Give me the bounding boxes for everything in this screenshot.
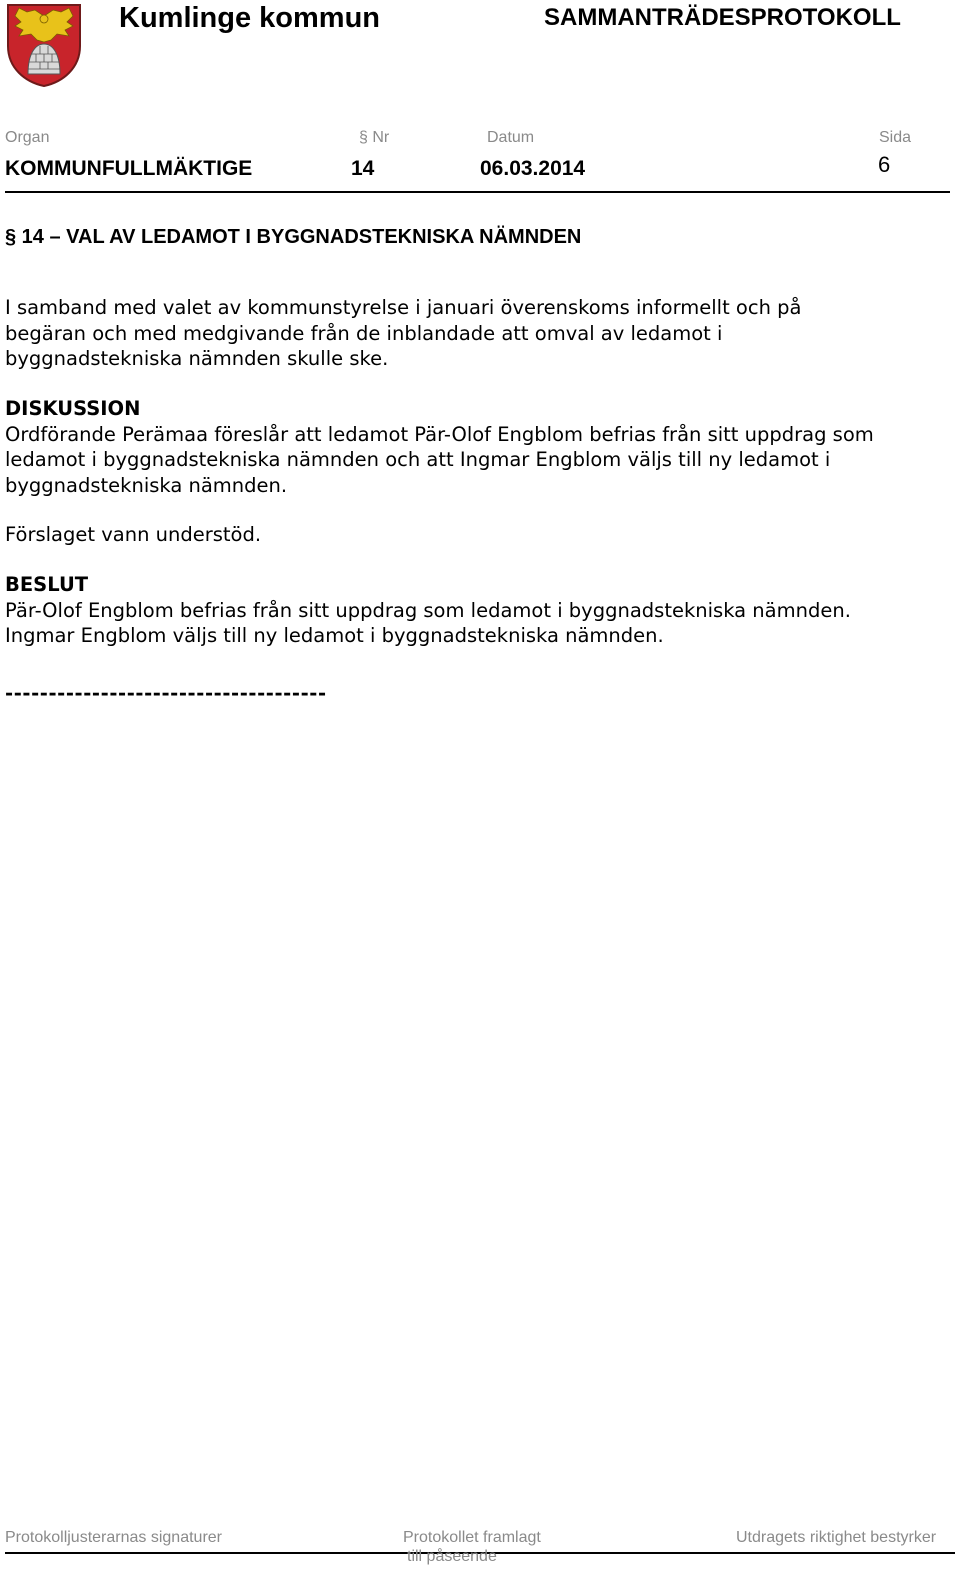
discussion-line: ledamot i byggnadstekniska nämnden och att Ingmar Engblom väljs till ny ledamot i <box>5 448 831 471</box>
decision-line: Pär-Olof Engblom befrias från sitt uppdrag som ledamot i byggnadstekniska nämnden. <box>5 598 851 622</box>
discussion-line: Ordförande Perämaa föreslår att ledamot Pär-Olof Engblom befrias från sitt uppdrag som <box>5 422 874 446</box>
footer-posted-line2: till påseende <box>407 1548 497 1565</box>
discussion-heading: DISKUSSION <box>5 397 141 420</box>
intro-line: I samband med valet av kommunstyrelse i januari överenskoms informellt och på <box>5 296 802 319</box>
coat-of-arms-logo <box>5 2 83 88</box>
nr-value: 14 <box>351 157 375 180</box>
discussion-line: byggnadstekniska nämnden. <box>5 473 288 497</box>
section-heading: § 14 – VAL AV LEDAMOT I BYGGNADSTEKNISKA NÄMNDEN <box>5 226 582 248</box>
intro-line: begäran och med medgivande från de inblandade att omval av ledamot i <box>5 321 723 345</box>
organ-label: Organ <box>5 129 50 146</box>
page-number: 6 <box>878 152 891 177</box>
document-type-title: SAMMANTRÄDESPROTOKOLL <box>544 4 901 31</box>
decision-section <box>5 572 955 649</box>
organ-value: KOMMUNFULLMÄKTIGE <box>5 157 253 180</box>
discussion-section <box>5 396 955 498</box>
footer-signatures: Protokolljusterarnas signaturer <box>5 1529 222 1546</box>
header-divider <box>5 191 950 193</box>
intro-paragraph <box>5 295 955 372</box>
end-separator: ------------------------------------- <box>5 682 327 705</box>
footer-posted-line1: Protokollet framlagt <box>403 1529 541 1546</box>
datum-value: 06.03.2014 <box>480 157 586 180</box>
footer-certified: Utdragets riktighet bestyrker <box>736 1529 937 1546</box>
decision-line: Ingmar Engblom väljs till ny ledamot i byggnadstekniska nämnden. <box>5 624 664 647</box>
intro-line: byggnadstekniska nämnden skulle ske. <box>5 347 389 370</box>
decision-heading: BESLUT <box>5 573 89 596</box>
sida-label: Sida <box>879 129 912 146</box>
support-text: Förslaget vann understöd. <box>5 523 262 546</box>
datum-label: Datum <box>487 129 535 146</box>
nr-label: § Nr <box>359 129 390 146</box>
municipality-name: Kumlinge kommun <box>119 2 381 34</box>
